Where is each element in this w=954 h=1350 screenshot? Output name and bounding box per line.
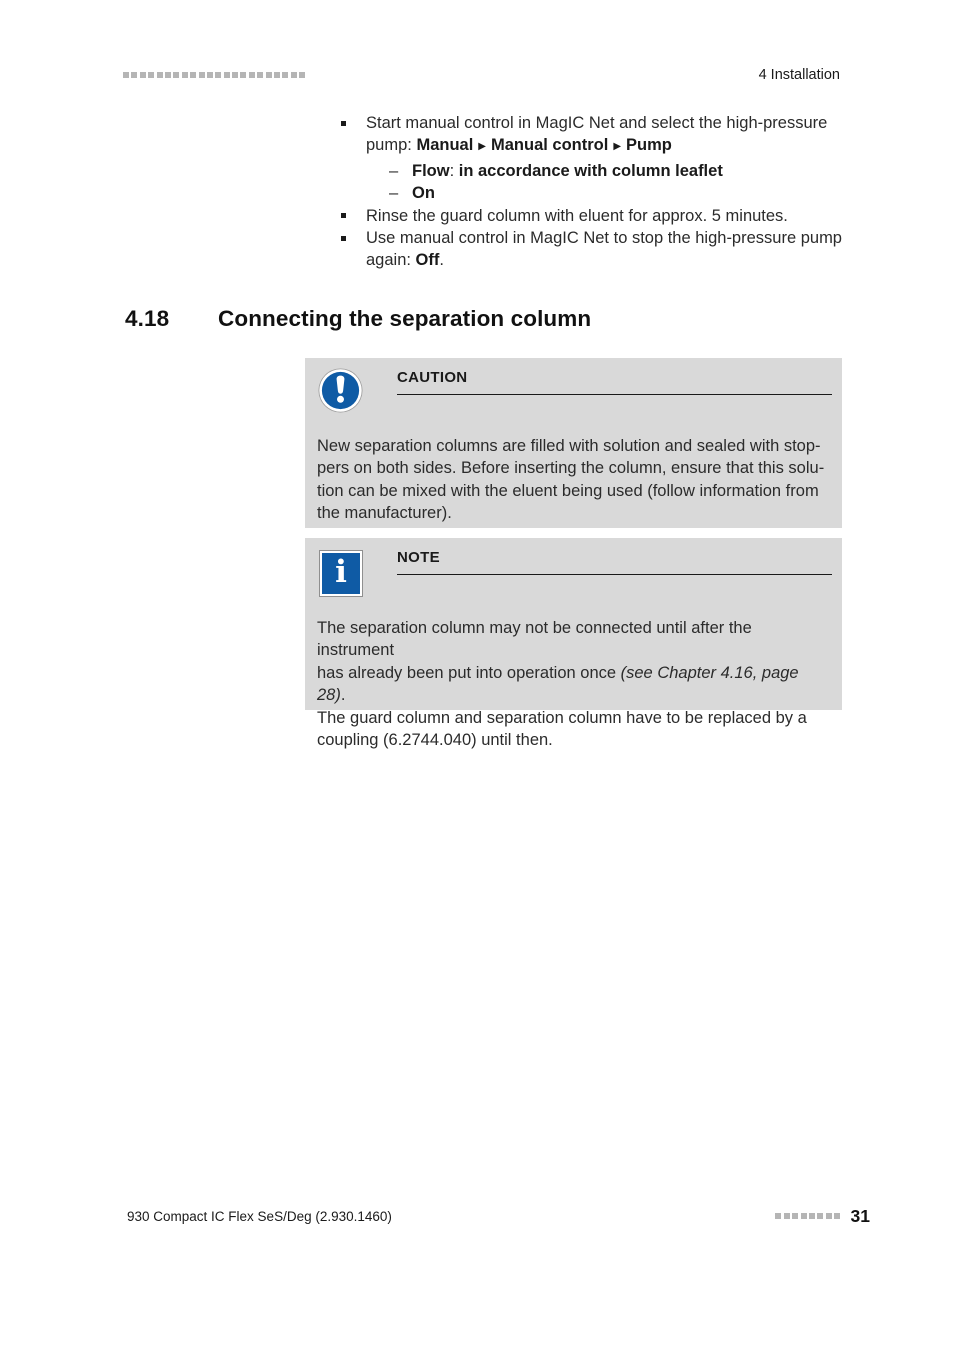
note-box: [305, 538, 842, 750]
page-number: 31: [850, 1205, 870, 1226]
bullet-square-icon: [340, 227, 366, 272]
note-header: [397, 549, 832, 575]
list-item-text: Use manual control in MagIC Net to stop the high-pressure pump: [366, 229, 842, 248]
note-label: NOTE: [397, 549, 440, 566]
page-header: [123, 64, 840, 86]
cross-reference: (see Chapter 4.16, page 28): [317, 663, 799, 705]
section-title: Connecting the separation column: [218, 306, 592, 331]
footer-decoration-squares: [775, 1213, 842, 1219]
menu-arrow-icon: ▶: [478, 140, 486, 152]
page-footer: [127, 1204, 870, 1228]
menu-path-segment: Manual: [416, 136, 474, 155]
caution-text: New separation columns are filled with solution and sealed with stop- pers on both sides. Before inserting the column, ensure that this solu- tion can be mixed with the eluent being used (follow information from the manufacturer).: [317, 437, 825, 523]
bullet-square-icon: [340, 112, 366, 205]
sub-list-item: – On: [366, 182, 852, 204]
menu-arrow-icon: ▶: [613, 140, 622, 152]
note-info-icon: i: [319, 550, 363, 597]
menu-path-segment: Pump: [626, 136, 672, 155]
header-decoration-squares: [123, 72, 308, 78]
footer-product-label: 930 Compact IC Flex SeS/Deg (2.930.1460): [127, 1208, 392, 1224]
header-chapter-label: 4 Installation: [758, 67, 840, 83]
list-item-text: Start manual control in MagIC Net and select the high-pressure: [366, 114, 828, 132]
list-item: [340, 205, 852, 227]
instruction-list: [340, 112, 852, 272]
menu-path-segment: Manual control: [491, 136, 609, 155]
caution-header: [397, 369, 832, 395]
list-item-text: pump: Manual ▶ Manual control ▶ Pump: [366, 136, 672, 155]
section-number: 4.18: [125, 306, 170, 331]
section-heading: [125, 306, 591, 332]
dash-marker: –: [389, 184, 399, 203]
caution-label: CAUTION: [397, 369, 468, 386]
bullet-square-icon: [340, 205, 366, 227]
caution-exclamation-icon: [318, 368, 363, 413]
sub-list-item: – Flow: in accordance with column leaflet: [366, 160, 852, 182]
caution-box: [305, 358, 842, 528]
note-text: The separation column may not be connected until after the instrument has already been put into operation once (see Chapter 4.16, page 28). The guard column and separation column have to be replaced by a coupling (6.2744.040) until then.: [317, 619, 807, 750]
list-item-text: Rinse the guard column with eluent for approx. 5 minutes.: [366, 206, 788, 225]
list-item: [340, 112, 852, 205]
list-item-text: again: Off.: [366, 251, 444, 270]
dash-marker: –: [389, 161, 399, 180]
list-item: [340, 227, 852, 272]
